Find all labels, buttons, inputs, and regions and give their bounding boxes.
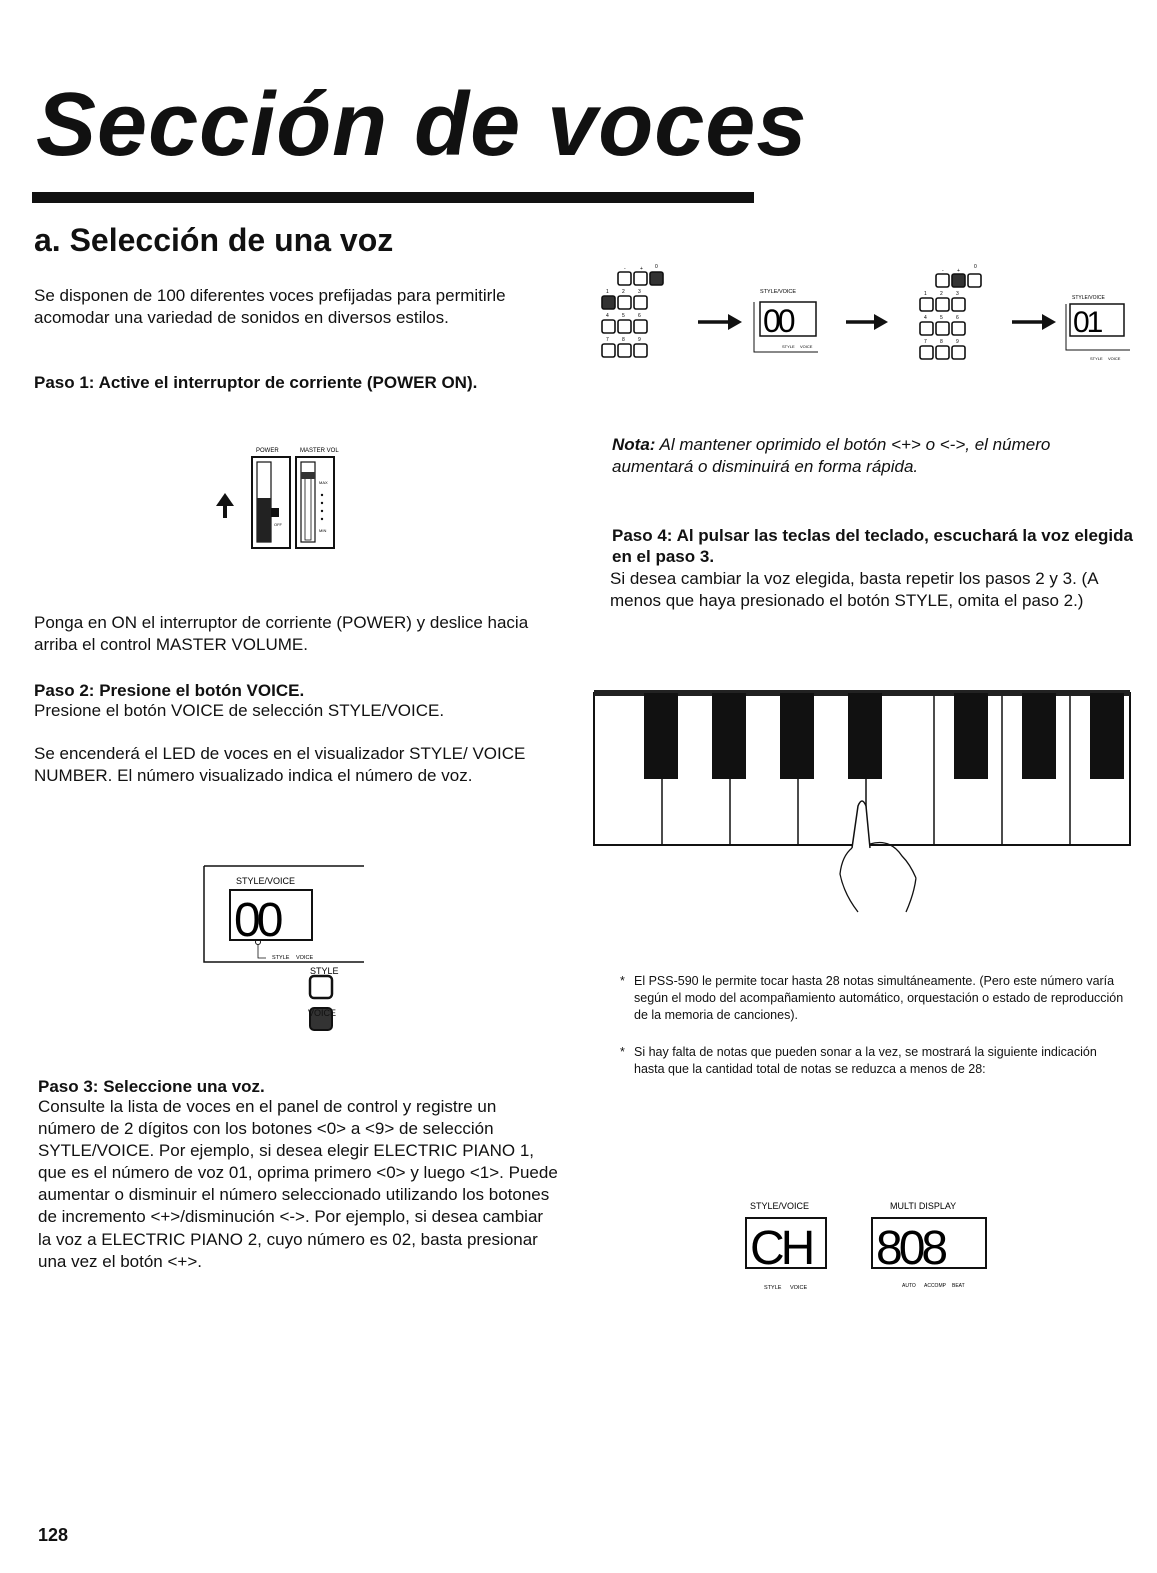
svg-text:VOICE: VOICE: [1108, 356, 1121, 361]
svg-text:3: 3: [956, 291, 959, 297]
svg-text:VOICE: VOICE: [800, 344, 813, 349]
svg-text:9: 9: [638, 337, 641, 343]
step2-body2: Se encenderá el LED de voces en el visualizador STYLE/ VOICE NUMBER. El número visualizado indica el número de voz.: [34, 744, 526, 786]
display-value: 00: [234, 894, 280, 947]
svg-text:STYLE/VOICE: STYLE/VOICE: [760, 289, 797, 295]
page-number: 128: [38, 1525, 69, 1545]
svg-text:01: 01: [1073, 306, 1101, 339]
svg-text:8: 8: [940, 339, 943, 345]
multi-display-value: 808: [876, 1222, 945, 1275]
master-volume-slider: [296, 457, 334, 548]
step1-body: Ponga en ON el interruptor de corriente (POWER) y deslice hacia arriba el control MASTER VOLUME.: [34, 613, 529, 655]
svg-text:STYLE/VOICE: STYLE/VOICE: [1072, 295, 1105, 301]
arrow-right-icon: [846, 314, 888, 330]
master-vol-label: MASTER VOL: [300, 448, 339, 454]
svg-text:9: 9: [956, 339, 959, 345]
svg-text:7: 7: [924, 339, 927, 345]
page-title: Sección de voces: [36, 75, 808, 175]
svg-text:1: 1: [924, 291, 927, 297]
style-button[interactable]: [310, 976, 332, 998]
note-text: Al mantener oprimido el botón <+> o <->, el número aumentará o disminuirá en forma rápida.: [612, 435, 1051, 477]
overflow-voice-label: VOICE: [790, 1285, 808, 1291]
beat-label: BEAT: [952, 1283, 965, 1289]
svg-text:8: 8: [622, 337, 625, 343]
svg-text:7: 7: [606, 337, 609, 343]
footnote-2: * Si hay falta de notas que pueden sonar a la vez, se mostrará la siguiente indicación hasta que la cantidad total de notas se reduzca a menos de 28:: [620, 1045, 1097, 1076]
style-voice-display-label: STYLE/VOICE: [750, 1201, 810, 1211]
arrow-right-icon: [698, 314, 742, 330]
svg-text:4: 4: [924, 315, 927, 321]
voice-selection-sequence: [600, 262, 1140, 387]
svg-text:5: 5: [940, 315, 943, 321]
style-voice-display-illustration: [200, 862, 370, 1047]
min-label: MIN: [319, 528, 327, 533]
footnote-1: * El PSS-590 le permite tocar hasta 28 notas simultáneamente. (Pero este número varía según el modo del acompañamiento automático, orquestación o estado de reproducción de la memoria de canciones).: [620, 974, 1124, 1022]
svg-text:2: 2: [622, 289, 625, 295]
power-switch: [252, 457, 290, 548]
note-label: Nota:: [612, 435, 656, 454]
svg-text:00: 00: [763, 303, 793, 339]
svg-text:2: 2: [940, 291, 943, 297]
off-label: OFF: [274, 522, 282, 527]
display-step-1: [1066, 295, 1130, 361]
style-led-label: STYLE: [272, 955, 290, 961]
step4-title: Paso 4: Al pulsar las teclas del teclado, escuchará la voz elegida en el paso 3.: [612, 526, 1133, 567]
max-label: MAX: [319, 480, 328, 485]
power-label: POWER: [256, 448, 279, 454]
multi-display-label: MULTI DISPLAY: [890, 1201, 957, 1211]
step2-title: Paso 2: Presione el botón VOICE.: [34, 681, 305, 700]
keypad-step-0: [602, 264, 663, 357]
svg-text:-: -: [942, 268, 944, 274]
arrow-right-icon: [1012, 314, 1056, 330]
auto-label: AUTO: [902, 1283, 916, 1289]
step3-body: Consulte la lista de voces en el panel de control y registre un número de 2 dígitos con los botones <0> a <9> de selección SYTLE/VOICE. Por ejemplo, si desea elegir ELECTRIC PIANO 1, que es el número de voz 01, oprima primero <0> y luego <1>. Puede aumentar o disminuir el número seleccionado utilizando los botones de incremento <+>/disminución <->. Por ejemplo, si desea cambiar la voz a ELECTRIC PIANO 2, cuyo número es 02, basta presionar una vez el botón <+>.: [38, 1097, 558, 1271]
display-step-0: [754, 289, 818, 352]
voice-button-label: VOICE: [308, 1008, 337, 1018]
svg-text:+: +: [640, 266, 643, 272]
accomp-label: ACCOMP: [924, 1283, 946, 1289]
svg-text:STYLE: STYLE: [1090, 356, 1103, 361]
svg-text:6: 6: [956, 315, 959, 321]
svg-text:-: -: [624, 266, 626, 272]
power-volume-illustration: [198, 440, 348, 552]
up-arrow-icon: [216, 493, 234, 518]
step2-body1: Presione el botón VOICE de selección STYLE/VOICE.: [34, 701, 445, 720]
svg-text:+: +: [957, 268, 960, 274]
display-label: STYLE/VOICE: [236, 876, 296, 886]
keypad-step-1: [920, 264, 981, 359]
section-heading: a. Selección de una voz: [34, 222, 394, 258]
voice-led-label: VOICE: [296, 955, 314, 961]
svg-text:5: 5: [622, 313, 625, 319]
step3-title: Paso 3: Seleccione una voz.: [38, 1077, 265, 1096]
keyboard-illustration: [590, 688, 1140, 928]
title-rule: [32, 192, 754, 203]
svg-text:STYLE: STYLE: [782, 344, 795, 349]
style-button-label: STYLE: [310, 966, 339, 976]
svg-text:4: 4: [606, 313, 609, 319]
step1-title: Paso 1: Active el interruptor de corriente (POWER ON).: [34, 373, 478, 392]
svg-text:6: 6: [638, 313, 641, 319]
step4-body: Si desea cambiar la voz elegida, basta repetir los pasos 2 y 3. (A menos que haya presionado el botón STYLE, omita el paso 2.): [610, 569, 1098, 611]
svg-text:1: 1: [606, 289, 609, 295]
style-voice-display-value: CH: [750, 1222, 812, 1275]
svg-text:0: 0: [655, 264, 658, 270]
note-paragraph: [612, 434, 1132, 478]
intro-paragraph: Se disponen de 100 diferentes voces prefijadas para permitirle acomodar una variedad de sonidos en diversos estilos.: [34, 286, 506, 328]
svg-text:0: 0: [974, 264, 977, 270]
note-overflow-display: [738, 1196, 1002, 1296]
svg-text:3: 3: [638, 289, 641, 295]
overflow-style-label: STYLE: [764, 1285, 782, 1291]
